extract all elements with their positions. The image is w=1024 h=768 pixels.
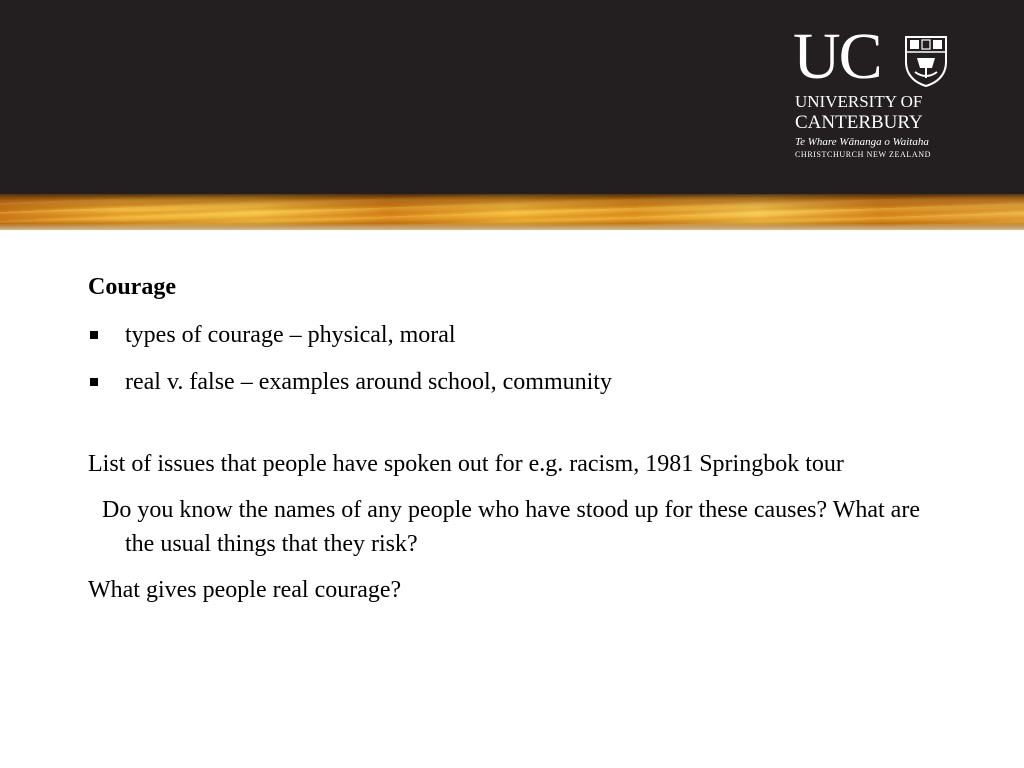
bullet-text: real v. false – examples around school, community [125,369,612,395]
square-bullet-icon [90,378,98,386]
logo-line-university-of: UNIVERSITY OF [795,92,923,111]
paragraph-issues: List of issues that people have spoken out for e.g. racism, 1981 Springbok tour [88,451,844,477]
paragraph-courage-question: What gives people real courage? [88,577,402,603]
slide-heading: Courage [88,274,176,300]
bullet-item [88,318,948,352]
square-bullet-icon [90,331,98,339]
paragraph-question: Do you know the names of any people who have stood up for these causes? What are the usual things that they risk? [102,497,920,557]
logo-line-location: CHRISTCHURCH NEW ZEALAND [795,150,932,159]
gold-decorative-band [0,194,1024,230]
bullet-item [88,365,948,399]
university-logo [793,20,953,162]
logo-line-maori-name: Te Whare Wānanga o Waitaha [795,136,929,148]
university-crest-icon [903,34,949,88]
bullet-text: types of courage – physical, moral [125,322,456,348]
slide-content [88,270,948,607]
logo-mark: UC [793,20,881,93]
logo-line-canterbury: CANTERBURY [795,112,923,133]
header-bar [0,0,1024,194]
